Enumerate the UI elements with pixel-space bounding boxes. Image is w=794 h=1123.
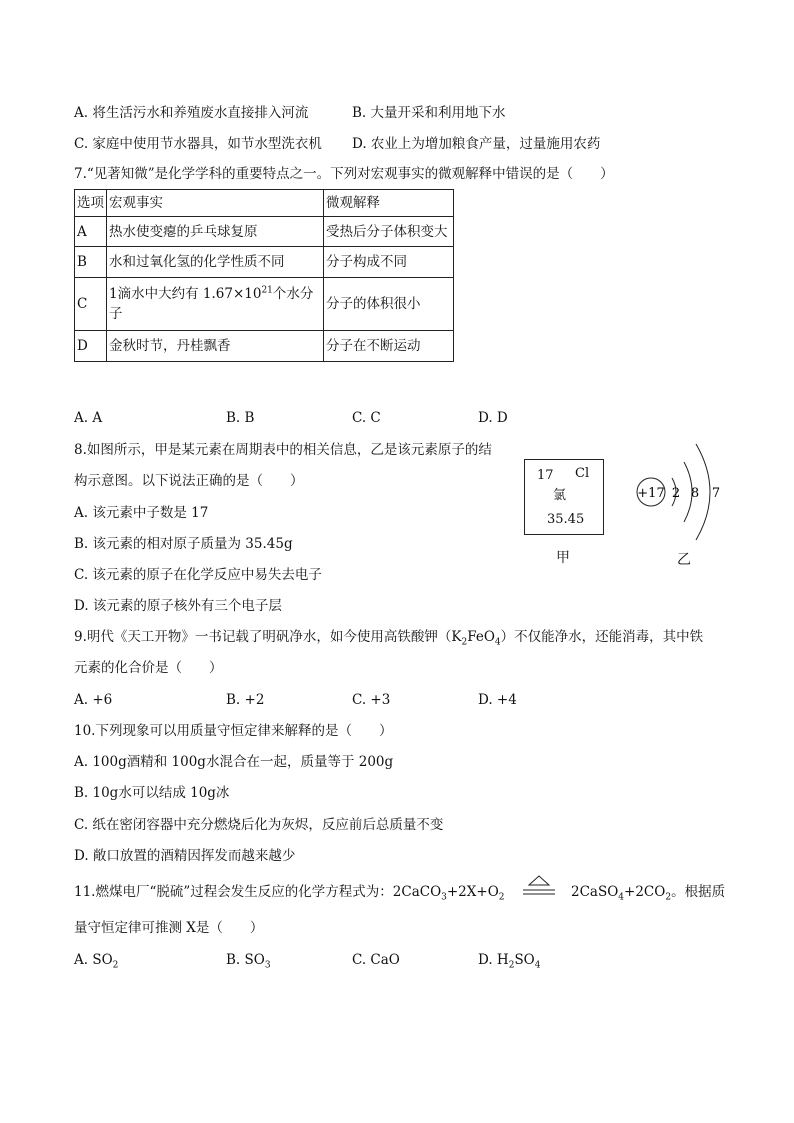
q7-answer-a: A. A	[74, 410, 103, 426]
table-row	[75, 217, 454, 247]
table-cell: 受热后分子体积变大	[324, 217, 454, 247]
table-cell: 热水使变瘪的乒乓球复原	[107, 217, 324, 247]
subscript: 4	[534, 960, 541, 971]
subscript: 3	[441, 892, 447, 903]
q7-table	[74, 189, 454, 362]
q10-stem: 10.下列现象可以用质量守恒定律来解释的是（ ）	[74, 723, 393, 739]
table-row	[75, 247, 454, 278]
q9-answer-b: B. +2	[226, 692, 265, 708]
q11-answer-a	[74, 950, 118, 970]
q11-text: 2CaSO	[571, 884, 619, 900]
atomic-mass: 35.45	[547, 512, 585, 527]
q6-option-d: D. 农业上为增加粮食产量，过量施用农药	[352, 136, 601, 152]
nucleus-charge: +17	[637, 486, 665, 501]
q11-text: +2X+O	[446, 884, 499, 900]
q9-answer-c: C. +3	[352, 692, 391, 708]
subscript: 2	[665, 892, 672, 903]
table-cell: 金秋时节，丹桂飘香	[107, 331, 324, 362]
table-cell: C	[75, 278, 107, 331]
subscript: 3	[264, 960, 271, 971]
q6-option-b: B. 大量开采和利用地下水	[352, 105, 506, 121]
q11-stem-line2: 量守恒定律可推测 X是（ ）	[74, 920, 264, 936]
q6-option-c: C. 家庭中使用节水器具，如节水型洗衣机	[74, 136, 322, 152]
q9-answer-a: A. +6	[74, 692, 113, 708]
table-row	[75, 331, 454, 362]
q6-option-a: A. 将生活污水和养殖废水直接排入河流	[74, 105, 309, 121]
atom-structure-diagram	[628, 440, 728, 550]
element-symbol: Cl	[575, 466, 590, 481]
element-name: 氯	[553, 488, 567, 503]
answer-text: SO	[514, 952, 535, 968]
subscript: 4	[618, 892, 625, 903]
q11-stem-rhs	[571, 882, 725, 902]
table-cell-text: 个水分子	[109, 286, 314, 322]
q8-option-a: A. 该元素中子数是 17	[74, 505, 209, 521]
q11-text: 。根据质	[671, 884, 726, 900]
q7-answer-b: B. B	[226, 410, 255, 426]
figure-label-jia: 甲	[556, 550, 570, 566]
table-cell: A	[75, 217, 107, 247]
shell-electrons-3: 7	[711, 486, 721, 501]
q8-stem-line2: 构示意图。以下说法正确的是（ ）	[74, 473, 304, 489]
q10-option-b: B. 10g水可以结成 10g冰	[74, 785, 230, 801]
table-cell-text: 1滴水中大约有 1.67×10	[109, 286, 262, 302]
table-cell: 分子在不断运动	[324, 331, 454, 362]
q8-stem-line1: 8.如图所示，甲是某元素在周期表中的相关信息，乙是该元素原子的结	[74, 442, 492, 458]
answer-text: B. SO	[226, 952, 265, 968]
q9-answer-d: D. +4	[478, 692, 517, 708]
table-cell: 分子的体积很小	[324, 278, 454, 331]
table-cell: 分子构成不同	[324, 247, 454, 278]
q11-answer-d	[478, 950, 541, 970]
q8-option-d: D. 该元素的原子核外有三个电子层	[74, 598, 282, 614]
subscript: 2	[461, 637, 468, 648]
q7-answer-d: D. D	[478, 410, 508, 426]
table-header-row	[75, 190, 454, 217]
table-header: 宏观事实	[107, 190, 324, 217]
q9-text: 9.明代《天工开物》一书记载了明矾净水，如今使用高铁酸钾（K	[74, 629, 462, 645]
exponent: 21	[261, 285, 273, 296]
answer-text: D. H	[478, 952, 509, 968]
shell-electrons-2: 8	[690, 486, 700, 501]
q11-text: +2CO	[624, 884, 666, 900]
q11-answer-b	[226, 950, 271, 970]
q9-text: ）不仅能净水，还能消毒，其中铁	[500, 629, 704, 645]
subscript: 2	[112, 960, 119, 971]
q11-answer-c	[352, 950, 400, 970]
answer-text: C. CaO	[352, 952, 400, 968]
periodic-table-cell	[524, 459, 604, 535]
subscript: 2	[498, 892, 505, 903]
figure-label-yi: 乙	[677, 552, 691, 568]
q8-option-b: B. 该元素的相对原子质量为 35.45g	[74, 536, 293, 552]
table-cell: 水和过氧化氢的化学性质不同	[107, 247, 324, 278]
q7-answer-c: C. C	[352, 410, 381, 426]
q10-option-c: C. 纸在密闭容器中充分燃烧后化为灰烬，反应前后总质量不变	[74, 817, 444, 833]
subscript: 4	[494, 637, 501, 648]
q10-option-a: A. 100g酒精和 100g水混合在一起，质量等于 200g	[74, 754, 394, 770]
q11-text: 11.燃煤电厂“脱硫”过程会发生反应的化学方程式为：2CaCO	[74, 884, 442, 900]
subscript: 2	[508, 960, 515, 971]
table-header: 选项	[75, 190, 107, 217]
heating-condition-icon	[521, 874, 557, 898]
table-header: 微观解释	[324, 190, 454, 217]
q8-option-c: C. 该元素的原子在化学反应中易失去电子	[74, 567, 322, 583]
q9-stem-line2: 元素的化合价是（ ）	[74, 660, 223, 676]
q9-text: FeO	[467, 629, 495, 645]
answer-text: A. SO	[74, 952, 113, 968]
shell-electrons-1: 2	[671, 486, 681, 501]
q7-stem: 7.“见著知微”是化学学科的重要特点之一。下列对宏观事实的微观解释中错误的是（ ）	[74, 166, 614, 182]
table-cell: D	[75, 331, 107, 362]
table-cell	[107, 278, 324, 331]
q9-stem-line1	[74, 627, 703, 647]
q10-option-d: D. 敞口放置的酒精因挥发而越来越少	[74, 848, 296, 864]
atomic-number: 17	[537, 468, 554, 483]
table-cell: B	[75, 247, 107, 278]
table-row	[75, 278, 454, 331]
q11-stem-lhs	[74, 882, 505, 902]
